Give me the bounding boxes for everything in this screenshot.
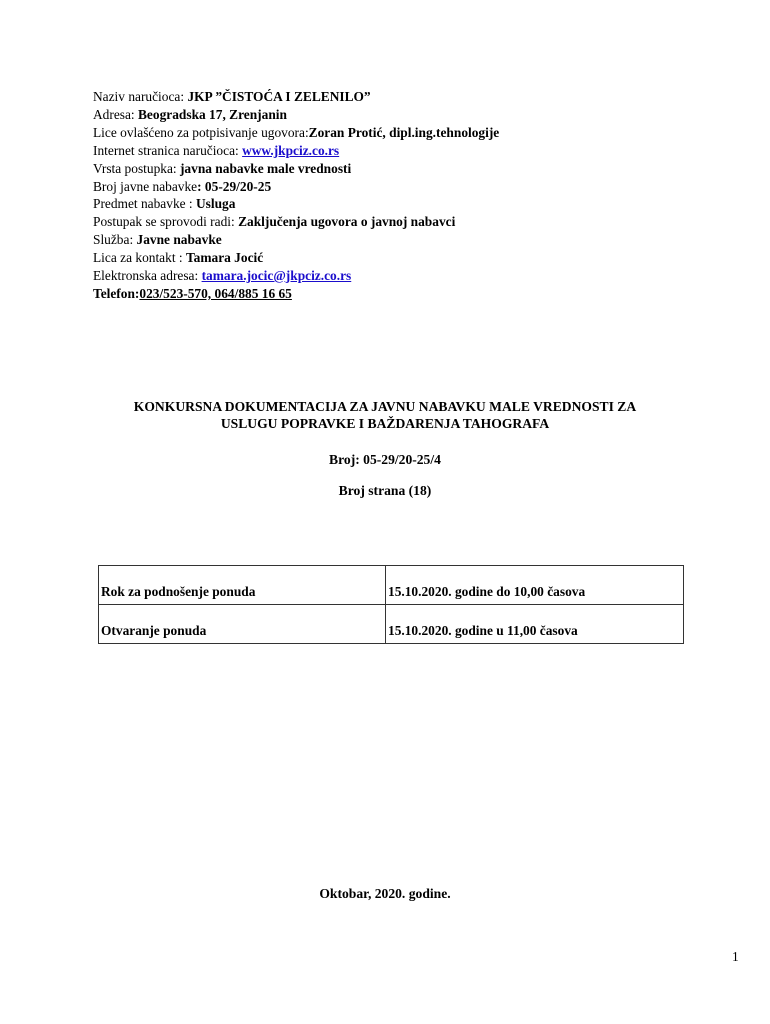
table-row xyxy=(99,566,684,605)
internet-row xyxy=(93,142,499,160)
submission-deadline-label: Rok za podnošenje ponuda xyxy=(99,566,386,605)
opening-label: Otvaranje ponuda xyxy=(99,605,386,644)
deadlines-table xyxy=(98,565,684,644)
sluzba-label: Služba: xyxy=(93,232,137,248)
broj-label: Broj javne nabavke xyxy=(93,178,198,194)
telefon-label: Telefon: xyxy=(93,285,140,301)
kontakt-value: Tamara Jocić xyxy=(185,250,264,266)
adresa-row xyxy=(93,106,499,124)
postupak-label: Postupak se sprovodi radi: xyxy=(93,214,239,230)
email-label: Elektronska adresa: xyxy=(93,268,202,284)
page-number: 1 xyxy=(732,949,739,964)
adresa-value: Beogradska 17, Zrenjanin xyxy=(138,106,287,122)
broj-row xyxy=(93,178,499,196)
predmet-value: Usluga xyxy=(196,196,236,212)
naziv-row xyxy=(93,88,499,106)
document-date: Oktobar, 2020. godine. xyxy=(319,886,451,901)
opening-value: 15.10.2020. godine u 11,00 časova xyxy=(386,605,684,644)
website-link[interactable]: www.jkpciz.co.rs xyxy=(242,142,340,158)
page-count: Broj strana (18) xyxy=(338,483,432,498)
contracting-authority-info xyxy=(93,88,499,303)
submission-deadline-value: 15.10.2020. godine do 10,00 časova xyxy=(386,566,684,605)
vrsta-label: Vrsta postupka: xyxy=(93,160,180,176)
lice-row xyxy=(93,124,499,142)
telefon-row xyxy=(93,285,499,303)
email-row xyxy=(93,267,499,285)
sluzba-row xyxy=(93,231,499,249)
lice-value: Zoran Protić, dipl.ing.tehnologije xyxy=(308,124,500,140)
postupak-value: Zaključenja ugovora o javnoj nabavci xyxy=(238,214,456,230)
naziv-value: JKP ”ČISTOĆA I ZELENILO” xyxy=(187,89,371,104)
adresa-label: Adresa: xyxy=(93,106,138,122)
kontakt-row xyxy=(93,249,499,267)
document-number: Broj: 05-29/20-25/4 xyxy=(329,452,441,467)
document-title xyxy=(60,398,710,432)
predmet-label: Predmet nabavke : xyxy=(93,196,196,212)
sluzba-value: Javne nabavke xyxy=(136,232,222,248)
email-link[interactable]: tamara.jocic@jkpciz.co.rs xyxy=(201,268,352,284)
broj-value: : 05-29/20-25 xyxy=(197,178,272,194)
vrsta-value: javna nabavke male vrednosti xyxy=(179,160,352,176)
postupak-row xyxy=(93,213,499,231)
table-row xyxy=(99,605,684,644)
internet-label: Internet stranica naručioca: xyxy=(93,142,243,158)
title-line-1: KONKURSNA DOKUMENTACIJA ZA JAVNU NABAVKU MALE VREDNOSTI ZA xyxy=(133,399,637,414)
title-line-2: USLUGU POPRAVKE I BAŽDARENJA TAHOGRAFA xyxy=(220,416,550,431)
telefon-value: 023/523-570, 064/885 16 65 xyxy=(139,285,292,301)
naziv-label: Naziv naručioca: xyxy=(93,89,188,104)
predmet-row xyxy=(93,195,499,213)
kontakt-label: Lica za kontakt : xyxy=(93,250,186,266)
lice-label: Lice ovlašćeno za potpisivanje ugovora: xyxy=(93,124,309,140)
vrsta-row xyxy=(93,160,499,178)
